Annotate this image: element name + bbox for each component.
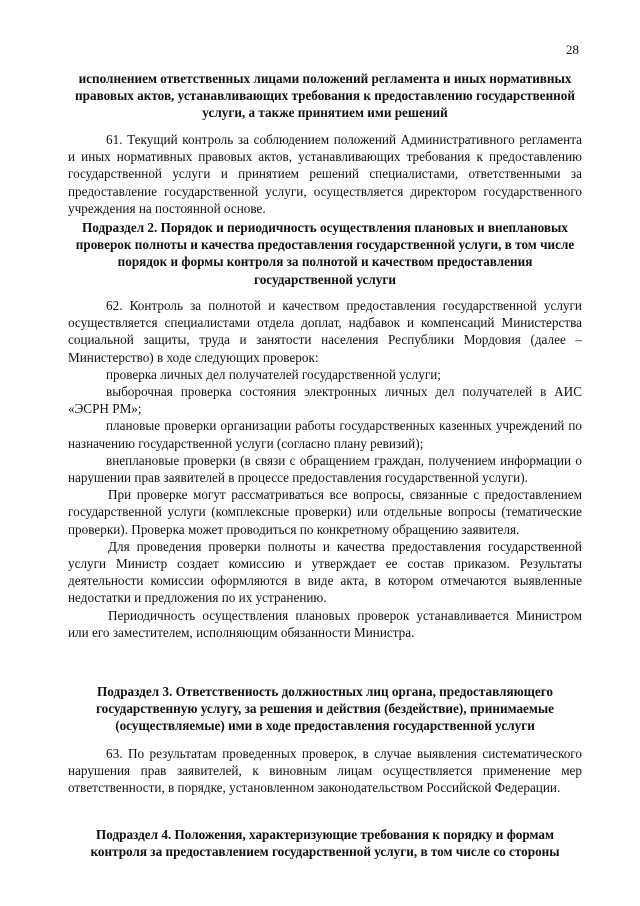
subsection-3-heading: Подраздел 3. Ответственность должностных лиц органа, предоставляющего государственную услугу, за решения и действия (бездействие), принимаемые (осуществляемые) ими в ходе предоставления государственной услуги (95, 684, 555, 734)
paragraph-62-item-b: выборочная проверка состояния электронных личных дел получателей в АИС «ЭСРН РМ»; (68, 384, 582, 417)
paragraph-63 (68, 745, 582, 797)
page-number: 28 (566, 42, 579, 57)
paragraph-62-item-f: Для проведения проверки полноты и качества предоставления государственной услуги Министр создает комиссию и утверждает ее состав приказом. Результаты деятельности комиссии оформляются в виде акта, в котором отмечаются выявленные недостатки и предложения по их устранению. (68, 538, 582, 606)
paragraph-62 (68, 297, 582, 641)
subsection-2-heading: Подраздел 2. Порядок и периодичность осуществления плановых и внеплановых проверок полноты и качества предоставления государственной услуги, в том числе порядок и формы контроля за полнотой и качеством предоставления государственной услуги (75, 220, 575, 287)
paragraph-62-item-e: При проверке могут рассматриваться все вопросы, связанные с предоставлением государственной услуги (комплексные проверки) или отдельные вопросы (тематические проверки). Проверка может проводиться по конкретному обращению заявителя. (68, 487, 582, 537)
section-heading-continuation: исполнением ответственных лицами положений регламента и иных нормативных правовых актов, устанавливающих требования к предоставлению государственной услуги, а также принятием ими решений (75, 71, 575, 121)
paragraph-61 (68, 131, 582, 217)
paragraph-61-text: 61. Текущий контроль за соблюдением положений Административного регламента и иных нормативных правовых актов, устанавливающих требования к предоставлению государственной услуги и принятием решений специалистами, ответственными за предоставление государственной услуги, осуществляется директором государственного учреждения на постоянной основе. (68, 132, 582, 216)
paragraph-62-item-d: внеплановые проверки (в связи с обращением граждан, получением информации о нарушении прав заявителей в процессе предоставления государственной услуги). (68, 452, 582, 486)
paragraph-62-item-a: проверка личных дел получателей государственной услуги; (106, 366, 441, 382)
paragraph-62-intro: 62. Контроль за полнотой и качеством предоставления государственной услуги осуществляется специалистами отдела доплат, надбавок и компенсаций Министерства социальной защиты, труда и занятости населения Республики Мордовия (далее – Министерство) в ходе следующих проверок: (68, 298, 582, 365)
paragraph-62-item-c: плановые проверки организации работы государственных казенных учреждений по назначению государственной услуги (согласно плану ревизий); (68, 418, 582, 451)
paragraph-63-text: 63. По результатам проведенных проверок, в случае выявления систематического нарушения прав заявителей, к виновным лицам осуществляется применение мер ответственности, в порядке, установленном законодательством Российской Федерации. (68, 746, 582, 796)
paragraph-62-item-g: Периодичность осуществления плановых проверок устанавливается Министром или его заместителем, исполняющим обязанности Министра. (68, 607, 582, 640)
subsection-4-heading: Подраздел 4. Положения, характеризующие требования к порядку и формам контроля за предоставлением государственной услуги, в том числе со стороны (90, 827, 560, 860)
